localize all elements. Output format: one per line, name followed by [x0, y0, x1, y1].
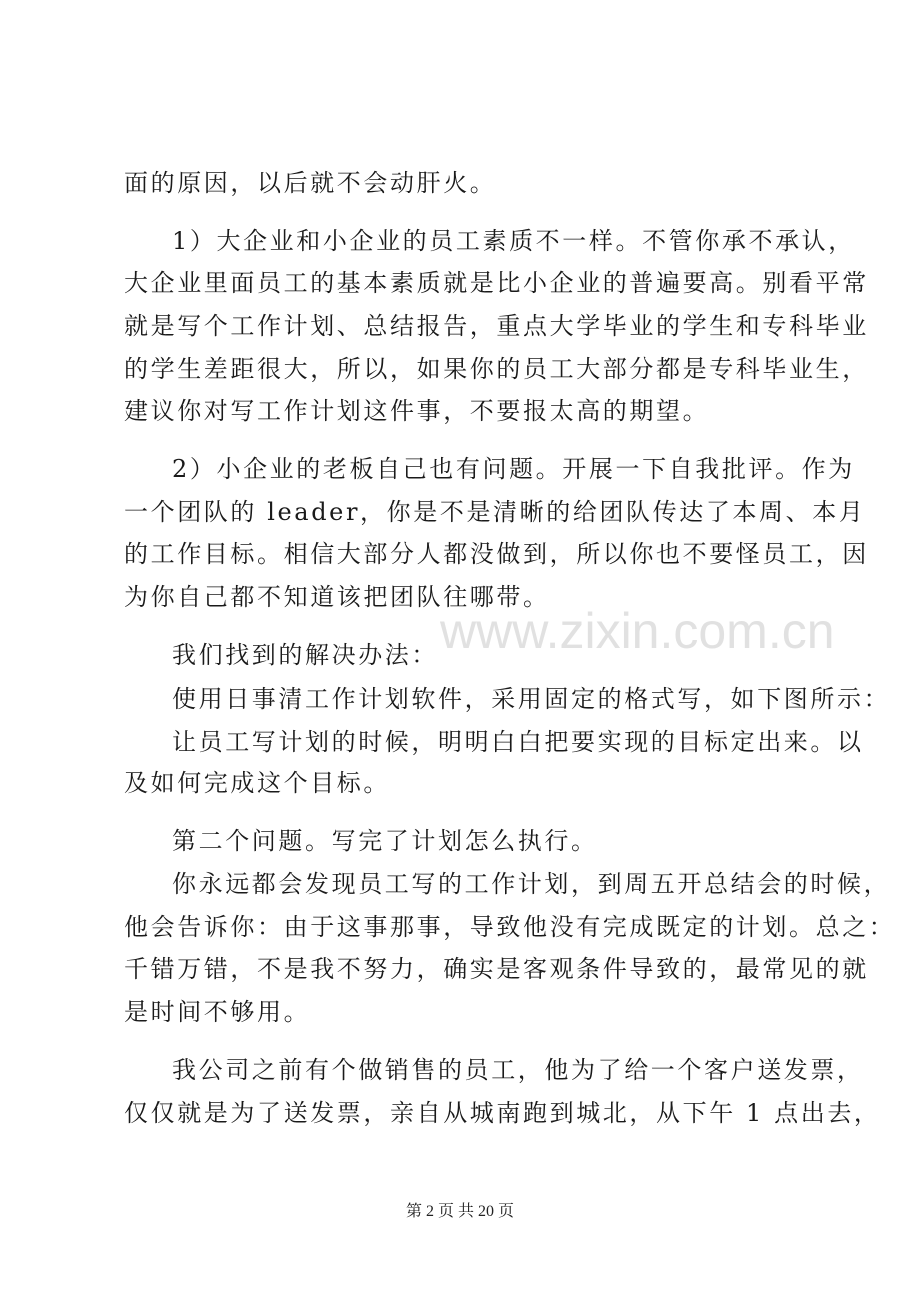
paragraph-line: 千错万错，不是我不努力，确实是客观条件导致的，最常见的就	[124, 955, 869, 983]
paragraph-line: 面的原因，以后就不会动肝火。	[124, 169, 497, 197]
paragraph-line: 你永远都会发现员工写的工作计划，到周五开总结会的时候，	[172, 870, 891, 898]
paragraph-line: 一个团队的 leader，你是不是清晰的给团队传达了本周、本月	[124, 498, 866, 526]
paragraph-line: 的工作目标。相信大部分人都没做到，所以你也不要怪员工，因	[124, 540, 869, 568]
paragraph-line: 建议你对写工作计划这件事，不要报太高的期望。	[124, 397, 710, 425]
paragraph-line: 第二个问题。写完了计划怎么执行。	[172, 827, 598, 855]
watermark: www.zixin.com.cn	[440, 603, 835, 659]
paragraph-line: 他会告诉你：由于这事那事，导致他没有完成既定的计划。总之：	[124, 913, 896, 941]
paragraph-line: 2）小企业的老板自己也有问题。开展一下自我批评。作为	[172, 455, 855, 483]
paragraph-line: 我公司之前有个做销售的员工，他为了给一个客户送发票，	[172, 1056, 864, 1084]
paragraph-line: 仅仅就是为了送发票，亲自从城南跑到城北，从下午 1 点出去，	[124, 1099, 881, 1127]
paragraph-line: 大企业里面员工的基本素质就是比小企业的普遍要高。别看平常	[124, 269, 869, 297]
paragraph-line: 为你自己都不知道该把团队往哪带。	[124, 583, 550, 611]
paragraph-line: 让员工写计划的时候，明明白白把要实现的目标定出来。以	[172, 728, 864, 756]
paragraph-line: 就是写个工作计划、总结报告，重点大学毕业的学生和专科毕业	[124, 312, 869, 340]
paragraph-line: 1）大企业和小企业的员工素质不一样。不管你承不承认，	[172, 227, 855, 255]
paragraph-line: 使用日事清工作计划软件，采用固定的格式写，如下图所示：	[172, 685, 891, 713]
page-footer: 第 2 页 共 20 页	[405, 1203, 514, 1220]
paragraph-line: 是时间不够用。	[124, 998, 311, 1026]
paragraph-line: 的学生差距很大，所以，如果你的员工大部分都是专科毕业生，	[124, 355, 869, 383]
paragraph-line: 我们找到的解决办法：	[172, 641, 438, 669]
paragraph-line: 及如何完成这个目标。	[124, 769, 390, 797]
